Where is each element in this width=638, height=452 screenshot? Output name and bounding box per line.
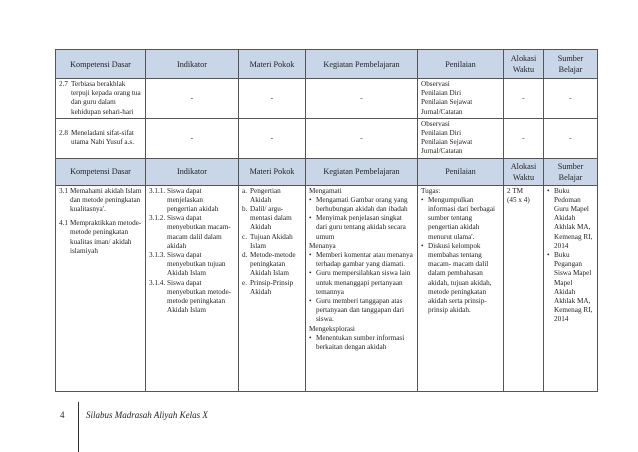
header-alokasi: Alokasi Waktu <box>504 158 544 185</box>
header-row-repeat <box>56 158 598 185</box>
header-penilaian: Penilaian <box>418 50 504 79</box>
list-item: • Guru memberi tanggapan atas pertanyaan dan tanggapan dari siswa. <box>309 297 405 324</box>
sumber-cell: - <box>544 118 598 158</box>
indikator-cell: - <box>146 118 239 158</box>
indikator-cell <box>146 185 239 391</box>
header-materi: Materi Pokok <box>239 158 306 185</box>
list-item: 3.1.2. Siswa dapat menyebutkan macam-macam dalil dalam akidah <box>149 214 231 250</box>
header-penilaian: Penilaian <box>418 158 504 185</box>
kompetensi-cell <box>56 185 146 391</box>
penilaian-item: Penilaian Sejawat <box>421 138 473 147</box>
list-item: d. Metode-metode peningkatan Akidah Islam <box>242 251 296 278</box>
list-item: b. Dalil/ argu-mentasi dalam Akidah <box>242 205 292 232</box>
sumber-cell: - <box>544 79 598 119</box>
kegiatan-cell <box>306 185 418 391</box>
bullet-icon: • <box>309 269 312 278</box>
list-item: • Menyimak penjelasan singkat dari guru tentang akidah secara umum <box>309 214 406 241</box>
footer-divider <box>78 402 79 452</box>
materi-cell: - <box>239 79 306 119</box>
kegiatan-heading: Menanya <box>309 241 336 250</box>
penilaian-item: Penilaian Diri <box>421 129 462 138</box>
penilaian-item: Observasi <box>421 80 450 88</box>
header-kompetensi: Kompetensi Dasar <box>56 158 146 185</box>
header-sumber: Sumber Belajar <box>544 50 598 79</box>
list-item: c. Tujuan Akidah Islam <box>242 232 293 250</box>
list-item: 3.1 Memahami akidah Islam dan metode peningkatan kualitasnya'. <box>59 186 142 214</box>
list-item: • Guru mempersilahkan siswa lain untuk menanggapi pertanyaan temannya <box>309 269 411 296</box>
bullet-icon: • <box>547 186 550 195</box>
bullet-icon: • <box>309 214 312 223</box>
bullet-icon: • <box>309 333 312 342</box>
list-item: • Diskusi kelompok membahas tentang macam- macam dalil dalam pembahasan akidah, tujuan akidah, metode peningkatan akidah serta prinsip-prinsip akidah. <box>421 241 492 315</box>
list-item: • Memberi komentar atau menanya terhadap gambar yang diamati. <box>309 251 413 269</box>
alokasi-cell: 2 TM (45 x 4) <box>504 185 544 391</box>
page-number: 4 <box>60 410 65 420</box>
kd-text: Terbiasa berakhlak terpuji kepada orang tua dan guru dalam kehidupan sehari-hari <box>71 80 141 116</box>
bullet-icon: • <box>309 195 312 204</box>
kd-cell <box>56 118 146 158</box>
bullet-icon: • <box>309 297 312 306</box>
header-alokasi: Alokasi Waktu <box>504 50 544 79</box>
list-item: 3.1.4. Siswa dapat menyebutkan metode-metode peningkatan Akidah Islam <box>149 278 232 315</box>
table-row <box>56 118 598 158</box>
syllabus-table <box>55 49 598 392</box>
kd-text: Meneladani sifat-sifat utama Nabi Yusuf a.s. <box>71 129 135 147</box>
list-item: 3.1.1. Siswa dapat menjelaskan pengertian akidah <box>149 186 219 214</box>
list-item: • Mengumpulkan informasi dari berbagai sumber tentang pengertian akidah menurut ulama'. <box>421 195 496 241</box>
materi-cell: - <box>239 118 306 158</box>
bullet-icon: • <box>421 241 424 250</box>
list-item: a. Pengertian Akidah <box>242 186 281 204</box>
header-row <box>56 50 598 79</box>
header-sumber: Sumber Belajar <box>544 158 598 185</box>
materi-cell <box>239 185 306 391</box>
header-indikator: Indikator <box>146 158 239 185</box>
list-item: • Mengamati Gambar orang yang berhubungan akidah dan ibadah <box>309 195 408 214</box>
alokasi-cell: - <box>504 118 544 158</box>
header-indikator: Indikator <box>146 50 239 79</box>
table-row <box>56 79 598 119</box>
kegiatan-cell: - <box>306 79 418 119</box>
penilaian-cell <box>418 118 504 158</box>
header-kegiatan: Kegiatan Pembelajaran <box>306 158 418 185</box>
list-item: • Menentukan sumber informasi berkaitan dengan akidah <box>309 333 405 352</box>
penilaian-item: Penilaian Diri <box>421 89 462 98</box>
list-item: 3.1.3. Siswa dapat menyebutkan tujuan Akidah Islam <box>149 251 226 278</box>
kd-number: 2.8 <box>59 129 68 138</box>
bullet-icon: • <box>547 251 550 260</box>
kd-cell <box>56 79 146 119</box>
penilaian-item: Jurnal/Catatan <box>421 107 463 116</box>
penilaian-item: Observasi <box>421 119 450 128</box>
penilaian-cell <box>418 185 504 391</box>
penilaian-item: Jurnal/Catatan <box>421 147 463 156</box>
kd-number: 2.7 <box>59 80 68 88</box>
penilaian-item: Penilaian Sejawat <box>421 98 473 107</box>
sumber-cell <box>544 185 598 391</box>
kegiatan-heading: Mengeksplorasi <box>309 324 355 333</box>
header-kegiatan: Kegiatan Pembelajaran <box>306 50 418 79</box>
header-materi: Materi Pokok <box>239 50 306 79</box>
list-item: • Buku Pedoman Guru Mapel Akidah Akhlak MA, Kemenag RI, 2014 <box>547 186 593 250</box>
list-item: e. Prinsip-Prinsip Akidah <box>242 278 294 296</box>
footer-title: Silabus Madrasah Aliyah Kelas X <box>86 410 208 420</box>
kegiatan-heading: Mengamati <box>309 186 342 195</box>
bullet-icon: • <box>309 251 312 260</box>
penilaian-label: Tugas: <box>421 186 441 195</box>
penilaian-cell <box>418 79 504 119</box>
kegiatan-cell: - <box>306 118 418 158</box>
alokasi-cell: - <box>504 79 544 119</box>
list-item: 4.1 Mempraktikkan metode-metode peningkatan kualitas iman/ akidah islamiyah <box>59 219 142 255</box>
list-item: • Buku Pegangan Siswa Mapel Mapel Akidah Akhlak MA, Kemenag RI, 2014 <box>547 251 593 324</box>
table-row <box>56 185 598 391</box>
header-kompetensi: Kompetensi Dasar <box>56 50 146 79</box>
indikator-cell: - <box>146 79 239 119</box>
bullet-icon: • <box>421 195 424 204</box>
